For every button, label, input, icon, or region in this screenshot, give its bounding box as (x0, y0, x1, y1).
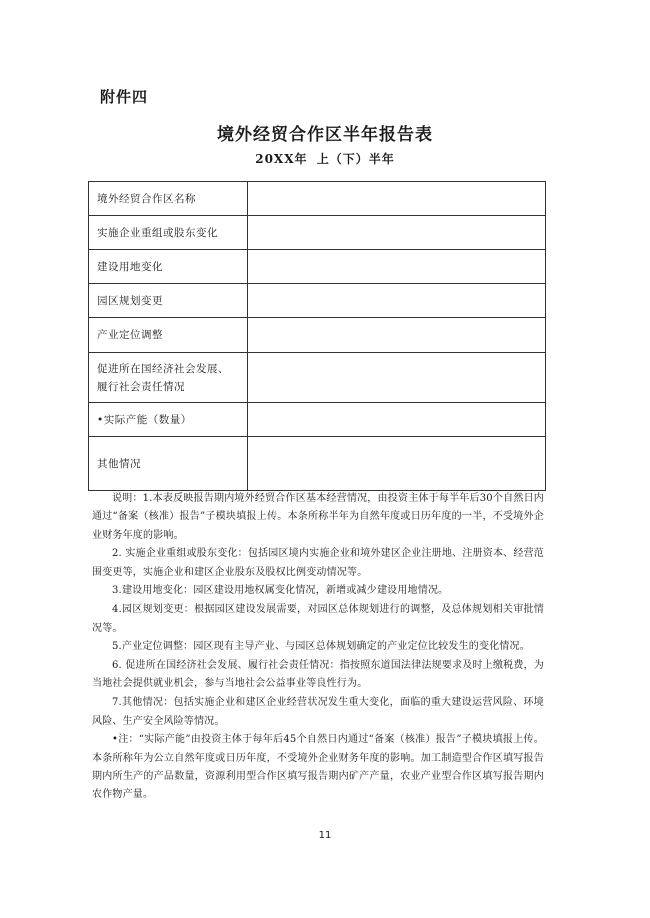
note-paragraph: 7.其他情况：包括实施企业和建区企业经营状况发生重大变化，面临的重大建设运营风险、环境风险、生产安全风险等情况。 (92, 697, 544, 727)
period-half: 上（下）半年 (316, 152, 395, 166)
table-row (89, 250, 546, 284)
report-table (88, 181, 546, 491)
row-value-other[interactable] (248, 437, 546, 491)
row-label-social-responsibility: 促进所在国经济社会发展、履行社会责任情况 (89, 353, 248, 403)
note-paragraph: 6. 促进所在国经济社会发展、履行社会责任情况：指按照东道国法律法规要求及时上缴税费，为当地社会提供就业机会，参与当地社会公益事业等良性行为。 (92, 660, 544, 690)
note-paragraph: 4.园区规划变更：根据园区建设发展需要，对园区总体规划进行的调整，及总体规划相关审批情况等。 (92, 604, 544, 634)
note-paragraph: 说明：1.本表反映报告期内境外经贸合作区基本经营情况，由投资主体于每半年后30个自然日内通过“备案（核准）报告”子模块填报上传。本条所称半年为自然年度或日历年度的一半，不受境外企业财务年度的影响。 (92, 493, 544, 541)
row-value-social-responsibility[interactable] (248, 353, 546, 403)
table-row (89, 353, 546, 403)
note-paragraph: •注：“实际产能”由投资主体于每年后45个自然日内通过“备案（核准）报告”子模块填报上传。本条所称年为公立自然年度或日历年度，不受境外企业财务年度的影响。加工制造型合作区填写报告期内所生产的产品数量，资源利用型合作区填写报告期内矿产产量，农业产业型合作区填写报告期内农作物产量。 (92, 734, 544, 801)
note-paragraph: 2. 实施企业重组或股东变化：包括园区境内实施企业和境外建区企业注册地、注册资本、经营范围变更等，实施企业和建区企业股东及股权比例变动情况等。 (92, 548, 544, 578)
table-row (89, 182, 546, 216)
row-value-industry-positioning[interactable] (248, 318, 546, 353)
row-value-restructuring[interactable] (248, 216, 546, 250)
period-year: 20XX年 (255, 152, 308, 166)
row-label-industry-positioning: 产业定位调整 (89, 318, 248, 353)
notes-section (92, 490, 544, 805)
row-label-restructuring: 实施企业重组或股东变化 (89, 216, 248, 250)
page-title: 境外经贸合作区半年报告表 (217, 125, 433, 145)
row-label-other: 其他情况 (89, 437, 248, 491)
table-row (89, 403, 546, 437)
row-label-actual-capacity: •实际产能（数量） (89, 403, 248, 437)
table-row (89, 318, 546, 353)
page-number: 11 (318, 830, 332, 841)
row-label-land-use: 建设用地变化 (89, 250, 248, 284)
table-row (89, 437, 546, 491)
attachment-label: 附件四 (100, 88, 149, 106)
row-label-planning-change: 园区规划变更 (89, 284, 248, 318)
row-value-land-use[interactable] (248, 250, 546, 284)
row-value-planning-change[interactable] (248, 284, 546, 318)
report-period (0, 150, 650, 167)
row-value-zone-name[interactable] (248, 182, 546, 216)
row-value-actual-capacity[interactable] (248, 403, 546, 437)
table-row (89, 216, 546, 250)
note-paragraph: 3.建设用地变化：园区建设用地权属变化情况，新增或减少建设用地情况。 (112, 585, 449, 597)
table-row (89, 284, 546, 318)
note-paragraph: 5.产业定位调整：园区现有主导产业、与园区总体规划确定的产业定位比较发生的变化情况。 (112, 641, 530, 653)
row-label-zone-name: 境外经贸合作区名称 (89, 182, 248, 216)
